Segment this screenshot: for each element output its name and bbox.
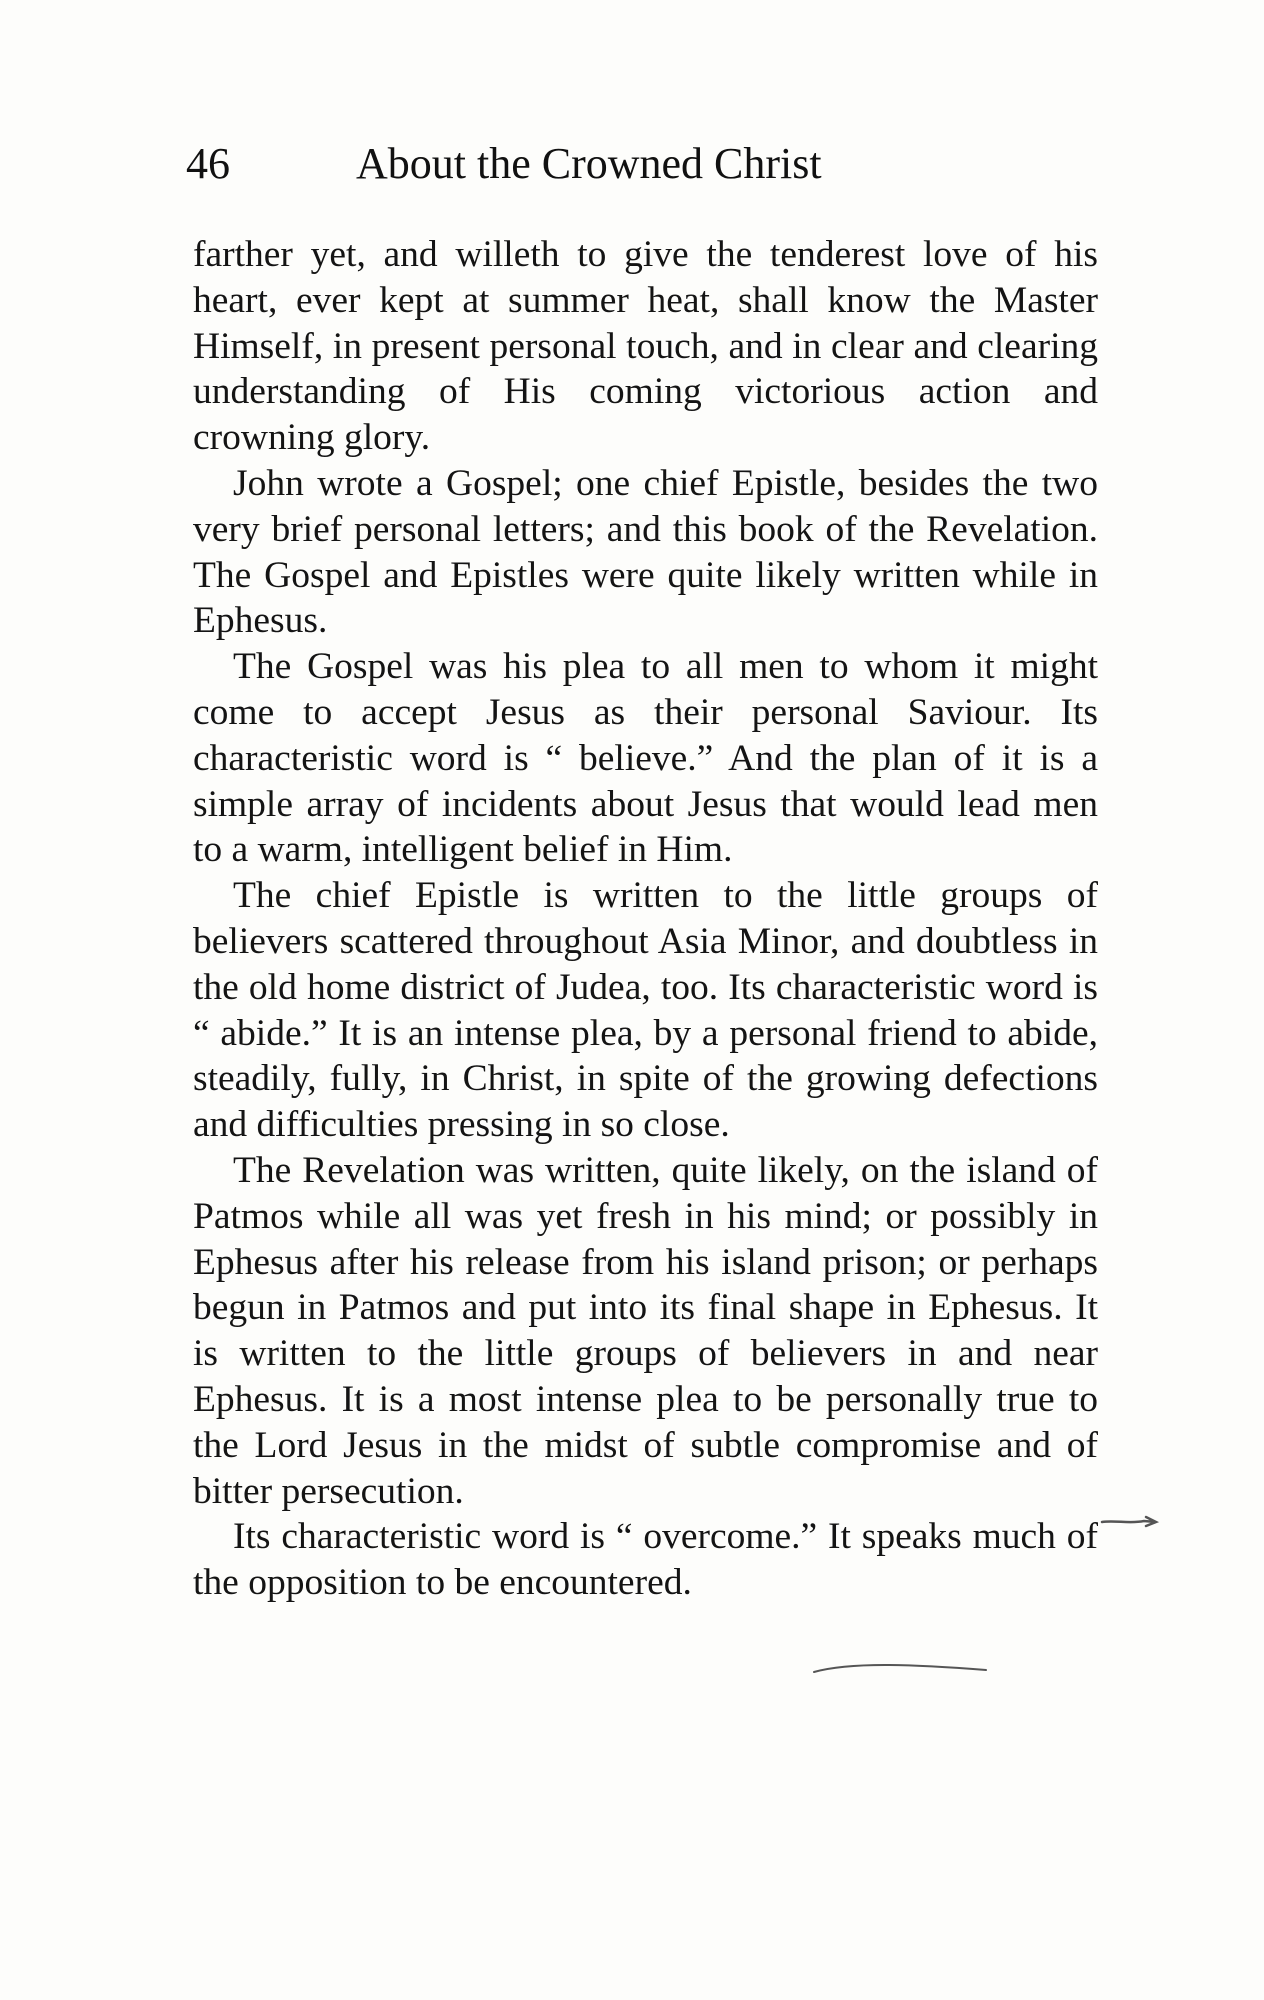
page-number: 46	[186, 139, 230, 188]
page-header	[186, 138, 1086, 198]
paragraph-gospel: The Gospel was his plea to all men to whom it might come to accept Jesus as their personal Saviour. Its characteristic word is “ believe.” And the plan of it is a simple array of incidents about Jesus that would lead men to a warm, intelligent belief in Him.	[193, 646, 1098, 871]
running-title: About the Crowned Christ	[356, 139, 822, 188]
paragraph-john-wrote: John wrote a Gospel; one chief Epistle, besides the two very brief personal letters; and this book of the Revelation. The Gospel and Epistles were quite likely written while in Ephesus.	[193, 462, 1098, 642]
margin-arrow-mark	[1100, 1512, 1160, 1532]
pencil-underline-mark	[810, 1660, 990, 1678]
paragraph-overcome: Its characteristic word is “ overcome.” It speaks much of the opposition to be encountered.	[193, 1516, 1098, 1604]
paragraph-chief-epistle: The chief Epistle is written to the little groups of believers scattered throughout Asia Minor, and doubtless in the old home district of Judea, too. Its characteristic word is “ abide.” It is an intense plea, by a personal friend to abide, steadily, fully, in Christ, in spite of the growing defections and difficulties pressing in so close.	[193, 875, 1098, 1146]
paragraph-continuation: farther yet, and willeth to give the tenderest love of his heart, ever kept at summer heat, shall know the Master Himself, in present personal touch, and in clear and clearing understanding of His coming victorious action and crowning glory.	[193, 234, 1098, 459]
body-text	[193, 232, 1098, 1606]
paragraph-revelation: The Revelation was written, quite likely, on the island of Patmos while all was yet fresh in his mind; or possibly in Ephesus after his release from his island prison; or perhaps begun in Patmos and put into its final shape in Ephesus. It is written to the little groups of believers in and near Ephesus. It is a most intense plea to be personally true to the Lord Jesus in the midst of subtle compromise and of bitter persecution.	[193, 1149, 1098, 1512]
